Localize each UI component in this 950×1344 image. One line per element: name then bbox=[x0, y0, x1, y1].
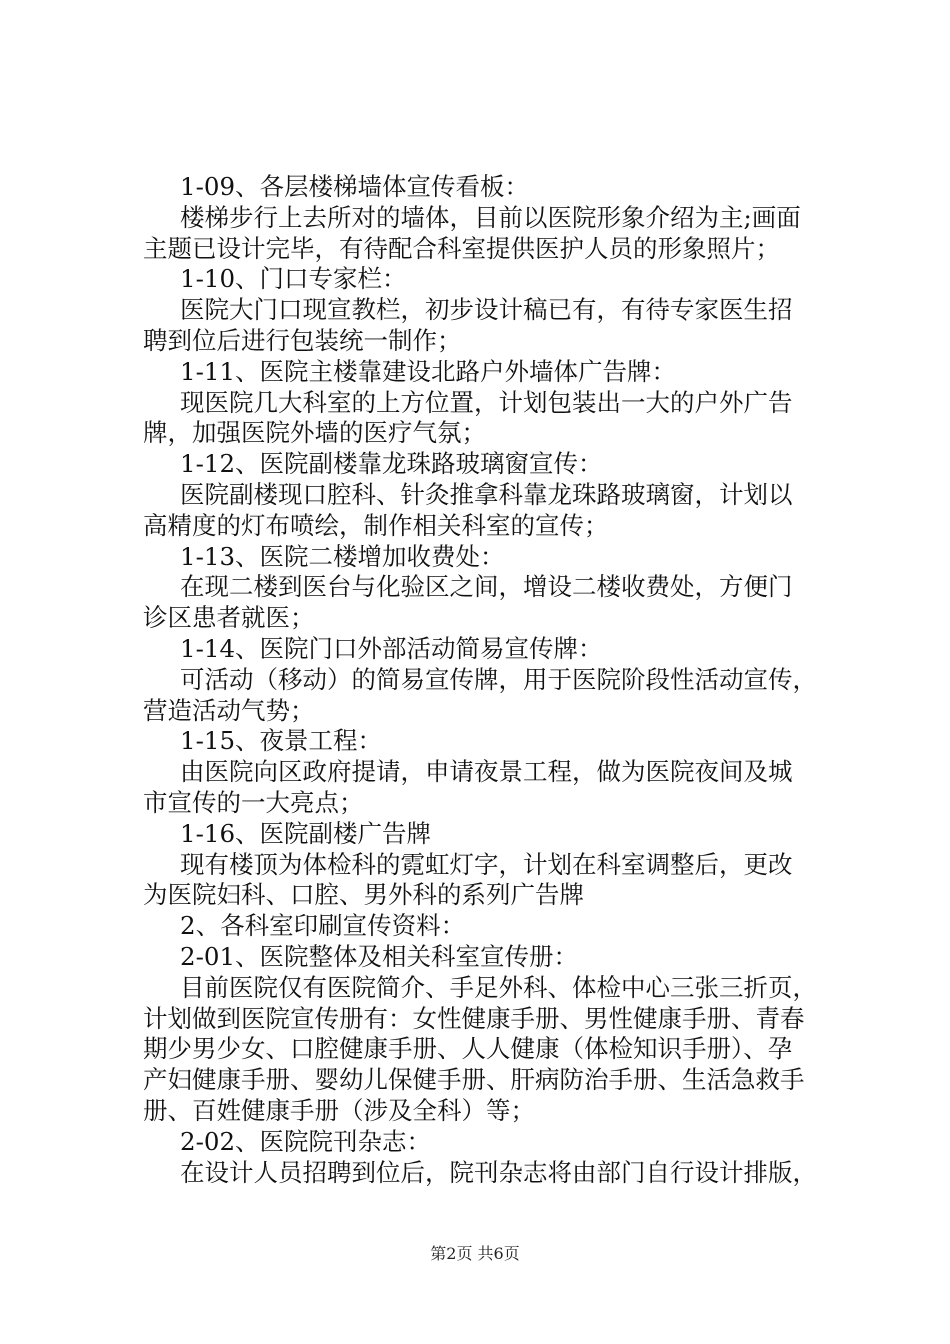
page-footer bbox=[0, 1244, 950, 1264]
section-heading: 1-12、医院副楼靠龙珠路玻璃窗宣传： bbox=[180, 449, 603, 479]
paragraph-line: 医院副楼现口腔科、针灸推拿科靠龙珠路玻璃窗，计划以 bbox=[180, 479, 793, 509]
section-heading: 1-13、医院二楼增加收费处： bbox=[180, 541, 505, 571]
section-heading: 2-01、医院整体及相关科室宣传册： bbox=[180, 941, 579, 971]
paragraph-line: 聘到位后进行包装统一制作； bbox=[143, 325, 462, 355]
paragraph-line: 产妇健康手册、婴幼儿保健手册、肝病防治手册、生活急救手 bbox=[143, 1065, 805, 1095]
paragraph-line: 医院大门口现宣教栏，初步设计稿已有，有待专家医生招 bbox=[180, 295, 793, 325]
section-heading: 1-11、医院主楼靠建设北路户外墙体广告牌： bbox=[180, 356, 677, 386]
paragraph-line: 现医院几大科室的上方位置，计划包装出一大的户外广告 bbox=[180, 387, 793, 417]
paragraph-line: 在设计人员招聘到位后，院刊杂志将由部门自行设计排版， bbox=[180, 1157, 817, 1187]
paragraph-line: 高精度的灯布喷绘，制作相关科室的宣传； bbox=[143, 510, 609, 540]
paragraph-line: 册、百姓健康手册（涉及全科）等； bbox=[143, 1095, 535, 1125]
section-heading: 2-02、医院院刊杂志： bbox=[180, 1126, 432, 1156]
paragraph-line: 现有楼顶为体检科的霓虹灯字，计划在科室调整后，更改 bbox=[180, 849, 793, 879]
section-heading: 1-09、各层楼梯墙体宣传看板： bbox=[180, 172, 530, 201]
paragraph-line: 期少男少女、口腔健康手册、人人健康（体检知识手册）、孕 bbox=[143, 1034, 793, 1064]
paragraph-line: 为医院妇科、口腔、男外科的系列广告牌 bbox=[143, 880, 584, 910]
paragraph-line: 计划做到医院宣传册有：女性健康手册、男性健康手册、青春 bbox=[143, 1003, 805, 1033]
section-heading: 1-15、夜景工程： bbox=[180, 726, 383, 756]
section-heading: 2、各科室印刷宣传资料： bbox=[180, 911, 466, 941]
paragraph-line: 主题已设计完毕，有待配合科室提供医护人员的形象照片； bbox=[143, 233, 780, 263]
paragraph-line: 诊区患者就医； bbox=[143, 603, 315, 633]
paragraph-line: 市宣传的一大亮点； bbox=[143, 787, 364, 817]
paragraph-line: 目前医院仅有医院简介、手足外科、体检中心三张三折页， bbox=[180, 972, 817, 1002]
paragraph-line: 在现二楼到医台与化验区之间，增设二楼收费处，方便门 bbox=[180, 572, 793, 602]
paragraph-line: 可活动（移动）的简易宣传牌，用于医院阶段性活动宣传， bbox=[180, 664, 817, 694]
paragraph-line: 营造活动气势； bbox=[143, 695, 315, 725]
page-number-label: 第2页 共6页 bbox=[430, 1244, 520, 1263]
section-heading: 1-14、医院门口外部活动简易宣传牌： bbox=[180, 633, 603, 663]
paragraph-line: 由医院向区政府提请，申请夜景工程，做为医院夜间及城 bbox=[180, 757, 793, 787]
document-body bbox=[143, 172, 838, 1188]
section-heading: 1-10、门口专家栏： bbox=[180, 264, 407, 294]
paragraph-line: 楼梯步行上去所对的墙体，目前以医院形象介绍为主;画面 bbox=[180, 202, 801, 232]
paragraph-line: 牌，加强医院外墙的医疗气氛； bbox=[143, 418, 486, 448]
section-heading: 1-16、医院副楼广告牌 bbox=[180, 818, 432, 848]
